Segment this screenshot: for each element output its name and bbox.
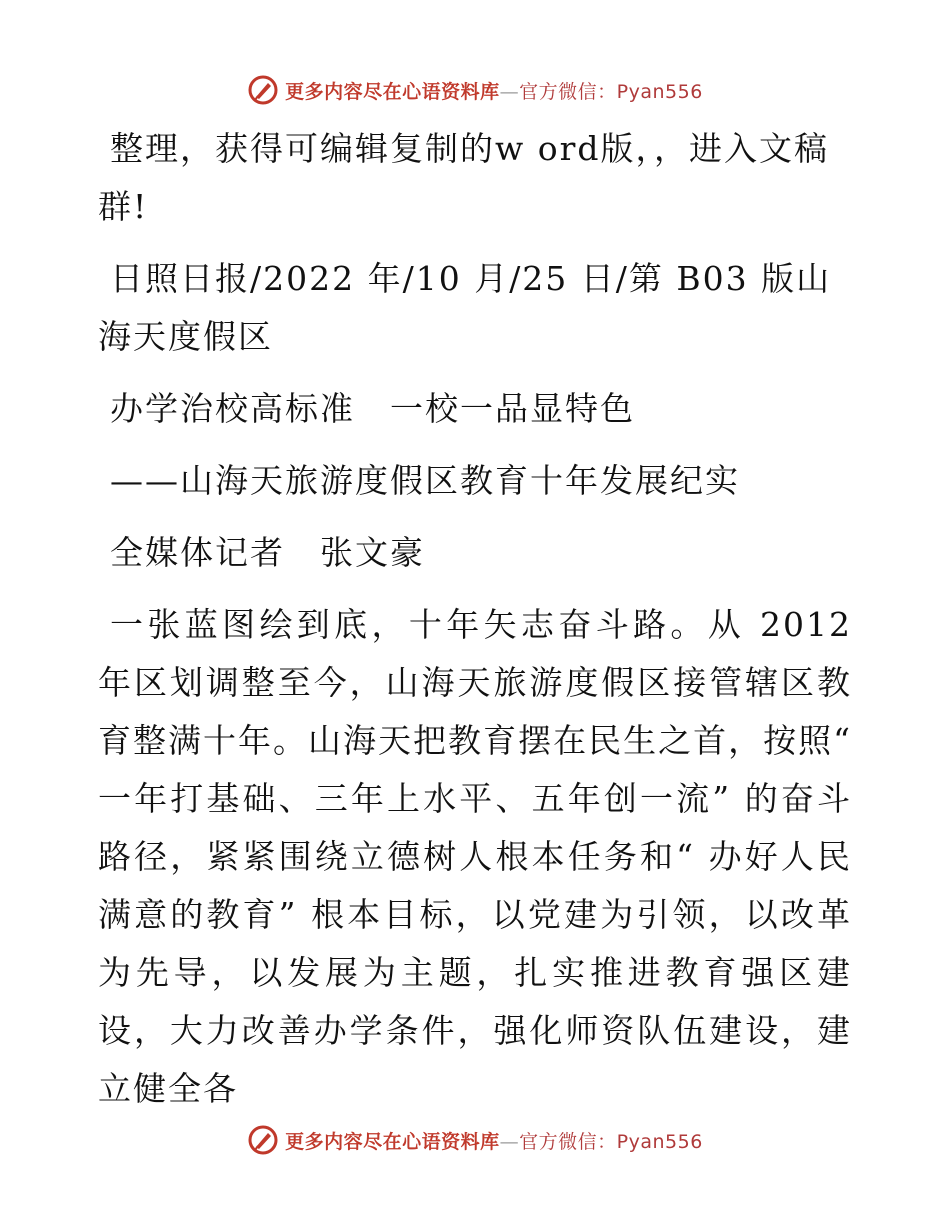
article-title: 办学治校高标准 一校一品显特色 [110, 389, 635, 428]
watermark-separator: — [499, 80, 520, 103]
byline: 全媒体记者 张文豪 [110, 533, 425, 572]
body-paragraph: 一张蓝图绘到底，十年矢志奋斗路。从 2012 年区划调整至今，山海天旅游度假区接管辖区教育整满十年。山海天把教育摆在民生之首，按照“ 一年打基础、三年上水平、五年创一流” 的奋斗路径，紧紧围绕立德树人根本任务和“ 办好人民满意的教育” 根本目标，以党建为引领，以改革为先导，以发展为主题，扎实推进教育强区建设，大力改善办学条件，强化师资队伍建设，建立健全各 [98, 605, 852, 1108]
source-line: 日照日报/2022 年/10 月/25 日/第 B03 版山海天度假区 [98, 259, 832, 356]
watermark-suffix: 官方微信：Pyan556 [519, 1130, 703, 1153]
footer-watermark [0, 1120, 950, 1160]
watermark-suffix: 官方微信：Pyan556 [519, 80, 703, 103]
watermark-separator: — [499, 1130, 520, 1153]
watermark-text [285, 1127, 703, 1154]
watermark-main: 更多内容尽在心语资料库 [285, 1130, 500, 1153]
watermark-main: 更多内容尽在心语资料库 [285, 80, 500, 103]
quill-seal-icon [247, 74, 279, 106]
watermark-text [285, 77, 703, 104]
intro-paragraph: 整理，获得可编辑复制的w ord版，，进入文稿群! [98, 129, 830, 226]
document-body [98, 120, 852, 1132]
header-watermark [0, 70, 950, 110]
article-subtitle: ——山海天旅游度假区教育十年发展纪实 [110, 461, 740, 500]
quill-seal-icon [247, 1124, 279, 1156]
